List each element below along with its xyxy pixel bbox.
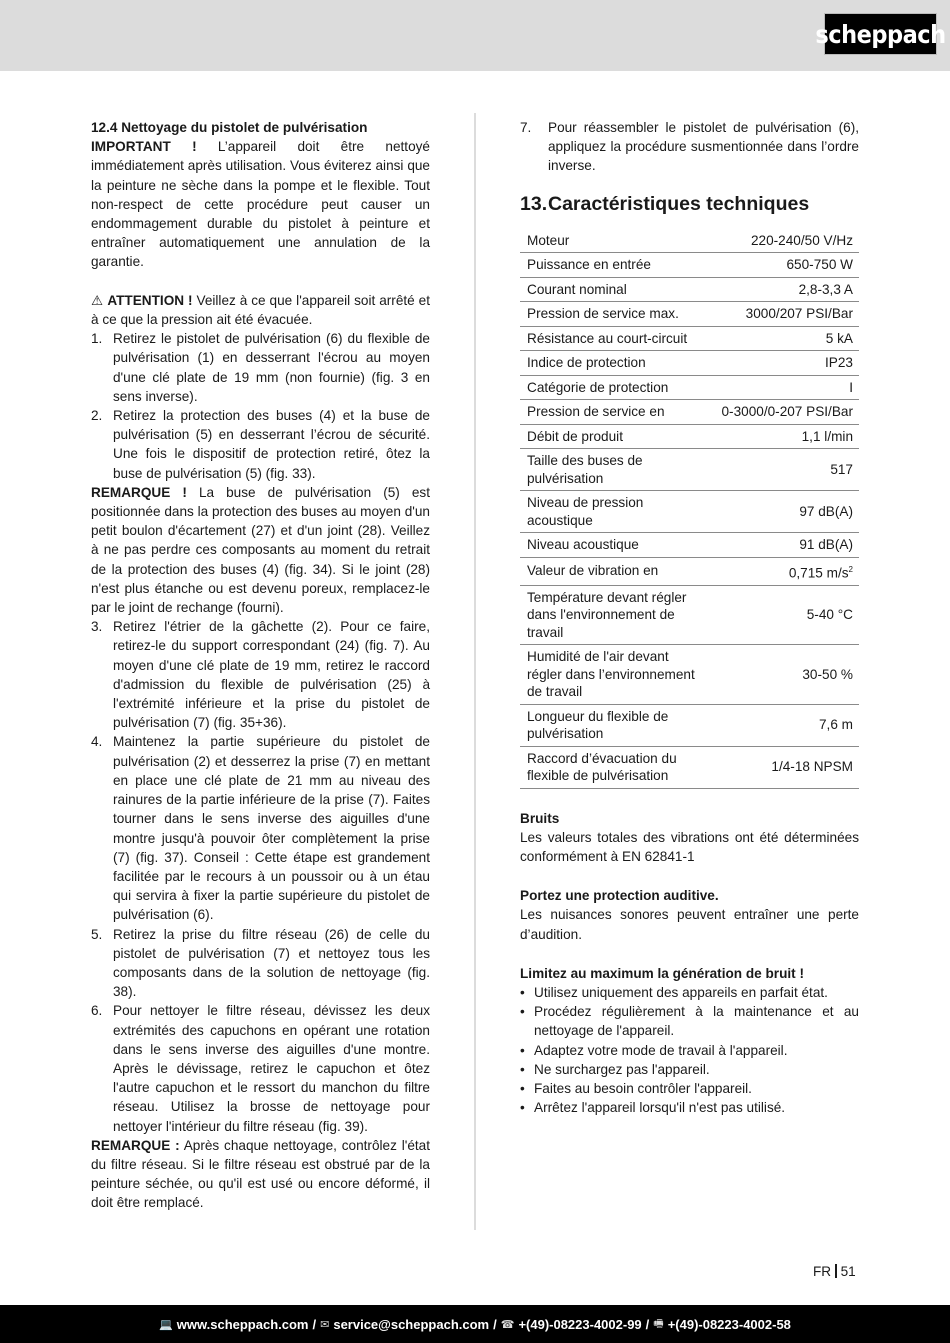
- spec-value: 5 kA: [705, 326, 859, 351]
- spec-label: Puissance en entrée: [520, 253, 705, 278]
- spec-label: Niveau de pression acoustique: [520, 491, 705, 533]
- spec-value: IP23: [705, 351, 859, 376]
- spec-value: 5-40 °C: [705, 585, 859, 645]
- spec-value: 517: [705, 449, 859, 491]
- remark-label: REMARQUE !: [91, 484, 187, 500]
- spec-label: Indice de protection: [520, 351, 705, 376]
- spec-row: [520, 253, 859, 278]
- cleaning-steps-a: [91, 329, 430, 483]
- telephone-icon: ☎: [500, 1318, 515, 1331]
- list-item: • Faites au besoin contrôler l'appareil.: [520, 1081, 752, 1097]
- step-item: 5. Retirez la prise du filtre réseau (26) de celle du pistolet de pulvérisation (7) et nettoyez tous les composants dans de la solution de nettoyage (fig. 38).: [91, 926, 430, 1000]
- step-item: 4. Maintenez la partie supérieure du pistolet de pulvérisation (2) et desserrez la prise (7) en mettant en place une clé plate de 21 mm au niveau des rainures de la partie inférieure de la prise (7). Faites tourner dans le sens inverse des aiguilles d'une montre jusqu'à pouvoir ôter complètement la prise (7) (fig. 37). Conseil : Cette étape est grandement facilitée par le recours à un poussoir ou à un étau qui servira à fixer la partie supérieure du pistolet de pulvérisation (6).: [91, 734, 430, 923]
- remark-label: REMARQUE :: [91, 1137, 180, 1153]
- spec-row: [520, 449, 859, 491]
- attention-label: ATTENTION !: [107, 292, 193, 308]
- limit-noise-title: Limitez au maximum la génération de bruit !: [520, 965, 805, 981]
- fax-icon: 🖷: [653, 1317, 664, 1330]
- step-item: 2. Retirez la protection des buses (4) et la buse de pulvérisation (5) en desserrant l’écrou de sécurité. Une fois le dispositif de protection retiré, ôtez la buse de pulvérisation (5) (fig. 33).: [91, 408, 430, 481]
- limit-noise-list: [520, 983, 859, 1117]
- hearing-title: Portez une protection auditive.: [520, 888, 719, 904]
- spec-value: 1,1 l/min: [705, 424, 859, 449]
- spec-value: 30-50 %: [705, 645, 859, 705]
- spec-label: Humidité de l'air devant régler dans l’environnement de travail: [520, 645, 705, 705]
- spec-row: [520, 400, 859, 425]
- page-separator: [835, 1264, 837, 1278]
- limit-noise-section: [520, 964, 859, 1118]
- spec-row: [520, 704, 859, 746]
- spec-value: 7,6 m: [705, 704, 859, 746]
- spec-value: 220-240/50 V/Hz: [705, 229, 859, 253]
- spec-label: Valeur de vibration en: [520, 557, 705, 585]
- spec-value: 97 dB(A): [705, 491, 859, 533]
- spec-row: [520, 645, 859, 705]
- spec-value: 3000/207 PSI/Bar: [705, 302, 859, 327]
- spec-value: 1/4-18 NPSM: [705, 746, 859, 788]
- spec-label: Température devant régler dans l'environnement de travail: [520, 585, 705, 645]
- page-number: FR 51: [813, 1264, 856, 1279]
- step-item: 6. Pour nettoyer le filtre réseau, dévissez les deux extrémités des capuchons en opérant une rotation dans le sens inverse des aiguilles d'une montre. Après le dévissage, retirez le capuchon et ôtez l'autre capuchon et le ressort du manchon du filtre réseau. Utilisez la brosse de nettoyage pour nettoyer l'intérieur du filtre réseau (fig. 39).: [91, 1003, 430, 1134]
- list-item: • Arrêtez l'appareil lorsqu'il n'est pas utilisé.: [520, 1100, 786, 1116]
- noise-section: [520, 809, 859, 867]
- attention-note: ⚠ ATTENTION ! Veillez à ce que l'appareil soit arrêté et à ce que la pression ait été évacuée.: [91, 292, 431, 328]
- spec-label: Taille des buses de pulvérisation: [520, 449, 705, 491]
- spec-label: Longueur du flexible de pulvérisation: [520, 704, 705, 746]
- spec-row: [520, 326, 859, 351]
- column-divider: [474, 113, 476, 1230]
- spec-value: 650-750 W: [705, 253, 859, 278]
- fax-number: +(49)-08223-4002-58: [667, 1316, 791, 1332]
- spec-label: Débit de produit: [520, 424, 705, 449]
- technical-specs-table: [520, 229, 859, 789]
- spec-value: I: [705, 375, 859, 400]
- hearing-text: Les nuisances sonores peuvent entraîner une perte d’audition.: [520, 907, 859, 942]
- spec-value: 0,715 $m/s^2$: [705, 557, 859, 585]
- spec-value: 2,8-3,3 A: [705, 277, 859, 302]
- spec-row: [520, 533, 859, 558]
- list-item: • Procédez régulièrement à la maintenance et au nettoyage de l'appareil.: [520, 1004, 859, 1039]
- cleaning-steps-b: [91, 617, 430, 1135]
- important-note: IMPORTANT ! L’appareil doit être nettoyé immédiatement après utilisation. Vous éviterez ainsi que la peinture ne sèche dans la pompe et le flexible. Tout non-respect de cette procédure peut causer un endommagement durable du pistolet à peinture et entraîner automatiquement une annulation de la garantie.: [91, 139, 430, 270]
- remark-note-2: REMARQUE : Après chaque nettoyage, contrôlez l'état du filtre réseau. Si le filtre réseau est obstrué par de la peinture séchée, ou qu'il est usé ou encore déformé, il doit être remplacé.: [91, 1137, 430, 1211]
- spec-row: [520, 585, 859, 645]
- hearing-section: [520, 886, 859, 944]
- header-bar: [0, 0, 950, 71]
- noise-text: Les valeurs totales des vibrations ont été déterminées conformément à EN 62841-1: [520, 829, 859, 865]
- spec-label: Niveau acoustique: [520, 533, 705, 558]
- important-label: IMPORTANT !: [91, 139, 197, 155]
- list-item: • Adaptez votre mode de travail à l'appareil.: [520, 1042, 788, 1058]
- spec-value: 91 dB(A): [705, 533, 859, 558]
- spec-row: [520, 746, 859, 788]
- spec-value: 0-3000/0-207 PSI/Bar: [705, 400, 859, 425]
- spec-row: [520, 424, 859, 449]
- envelope-icon: ✉: [320, 1318, 330, 1331]
- warning-triangle-icon: ⚠: [91, 292, 104, 308]
- spec-row: [520, 557, 859, 585]
- step-item: 7. Pour réassembler le pistolet de pulvérisation (6), appliquez la procédure susmentionnée dans l’ordre inverse.: [520, 120, 859, 174]
- left-column: [91, 118, 430, 1213]
- remark-note-1: REMARQUE ! La buse de pulvérisation (5) est positionnée dans la protection des buses au moyen d'un petit boulon d'écartement (27) et d'un joint (28). Veillez à ne pas perdre ces composants au moment du retrait de la protection des buses (4) (fig. 34). Si le joint (28) n'est plus étanche ou est devenu poreux, remplacez-le par le joint de rechange (fourni).: [91, 484, 430, 616]
- computer-icon: 💻: [159, 1318, 173, 1331]
- spec-label: Catégorie de protection: [520, 375, 705, 400]
- spec-label: Pression de service max.: [520, 302, 705, 327]
- spec-label: Raccord d’évacuation du flexible de pulvérisation: [520, 746, 705, 788]
- phone-number[interactable]: +(49)-08223-4002-99: [518, 1316, 642, 1332]
- section-12-4-title: 12.4 Nettoyage du pistolet de pulvérisation: [91, 120, 368, 135]
- spec-row: [520, 375, 859, 400]
- step-item: 1. Retirez le pistolet de pulvérisation (6) du flexible de pulvérisation (1) en desserrant l'écrou au moyen d'une clé plate de 19 mm (non fournie) (fig. 3 en sens inverse).: [91, 331, 430, 404]
- spec-row: [520, 302, 859, 327]
- spec-label: Pression de service en: [520, 400, 705, 425]
- step-item: 3. Retirez l'étrier de la gâchette (2). Pour ce faire, retirez-le du support correspondant (24) (fig. 7). Au moyen d'une clé plate de 19 mm, retirez le raccord d'admission du flexible de pulvérisation (25) à l'extrémité inférieure et la prise du pistolet de pulvérisation (7) (fig. 35+36).: [91, 619, 430, 731]
- section-13-title: 13.Caractéristiques techniques: [520, 192, 810, 215]
- email-link[interactable]: service@scheppach.com: [333, 1316, 490, 1332]
- list-item: • Utilisez uniquement des appareils en parfait état.: [520, 985, 828, 1001]
- scheppach-logo: scheppach: [824, 13, 937, 55]
- spec-label: Résistance au court-circuit: [520, 326, 705, 351]
- spec-row: [520, 229, 859, 253]
- spec-row: [520, 491, 859, 533]
- spec-row: [520, 351, 859, 376]
- noise-title: Bruits: [520, 810, 560, 826]
- right-column: [520, 118, 859, 1117]
- spec-row: [520, 277, 859, 302]
- spec-label: Courant nominal: [520, 277, 705, 302]
- footer-bar: 💻 www.scheppach.com / ✉ service@scheppach.com / ☎ +(49)-08223-4002-99 / 🖷 +(49)-08223-4002-58: [0, 1305, 950, 1343]
- spec-label: Moteur: [520, 229, 705, 253]
- list-item: • Ne surchargez pas l'appareil.: [520, 1061, 710, 1077]
- website-link[interactable]: www.scheppach.com: [176, 1316, 309, 1332]
